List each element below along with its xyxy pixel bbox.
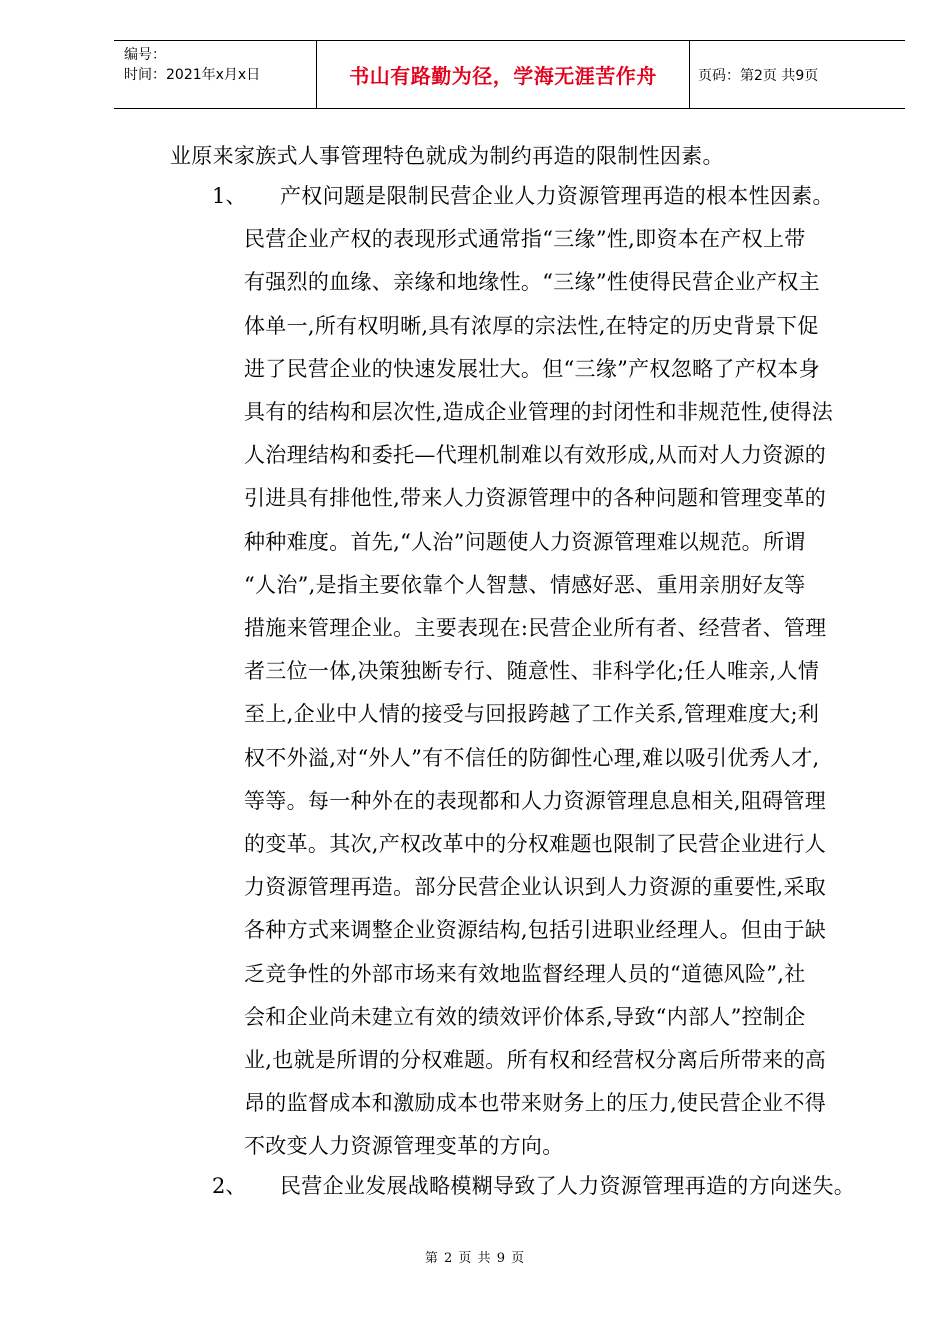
- paragraph-line: 昂的监督成本和激励成本也带来财务上的压力,使民营企业不得: [244, 1091, 827, 1115]
- paragraph-line: 的变革。其次,产权改革中的分权难题也限制了民营企业进行人: [244, 832, 827, 856]
- paragraph-line: 种种难度。首先,“人治”问题使人力资源管理难以规范。所谓: [244, 530, 806, 554]
- paragraph-line-intro: 业原来家族式人事管理特色就成为制约再造的限制性因素。: [170, 144, 724, 168]
- header-motto: 书山有路勤为径，学海无涯苦作舟: [316, 41, 690, 108]
- paragraph-line: 者三位一体,决策独断专行、随意性、非科学化;任人唯亲,人情: [244, 659, 820, 683]
- paragraph-line: 权不外溢,对“外人”有不信任的防御性心理,难以吸引优秀人才,: [244, 746, 820, 770]
- paragraph-line: 各种方式来调整企业资源结构,包括引进职业经理人。但由于缺: [244, 918, 827, 942]
- item2-number: 2、: [212, 1174, 247, 1198]
- paragraph-line: 体单一,所有权明晰,具有浓厚的宗法性,在特定的历史背景下促: [244, 314, 819, 338]
- paragraph-line: 引进具有排他性,带来人力资源管理中的各种问题和管理变革的: [244, 486, 827, 510]
- paragraph-line: 民营企业产权的表现形式通常指“三缘”性,即资本在产权上带: [244, 227, 806, 251]
- paragraph-line: 人治理结构和委托—代理机制难以有效形成,从而对人力资源的: [244, 443, 827, 467]
- paragraph-line: 至上,企业中人情的接受与回报跨越了工作关系,管理难度大;利: [244, 702, 820, 726]
- paragraph-line: 措施来管理企业。主要表现在:民营企业所有者、经营者、管理: [244, 616, 827, 640]
- paragraph-line: 等等。每一种外在的表现都和人力资源管理息息相关,阻碍管理: [244, 789, 827, 813]
- paragraph-line: 业,也就是所谓的分权难题。所有权和经营权分离后所带来的高: [244, 1048, 827, 1072]
- header-time-label: 时间：2021年x月x日: [124, 67, 261, 83]
- paragraph-line: 进了民营企业的快速发展壮大。但“三缘”产权忽略了产权本身: [244, 357, 820, 381]
- header-page-info: 页码：第2页 共9页: [698, 67, 819, 84]
- paragraph-line: 具有的结构和层次性,造成企业管理的封闭性和非规范性,使得法: [244, 400, 834, 424]
- header-code-label: 编号：: [124, 47, 166, 63]
- item1-number: 1、: [212, 184, 247, 208]
- paragraph-line: 乏竞争性的外部市场来有效地监督经理人员的“道德风险”,社: [244, 962, 806, 986]
- paragraph-line: 不改变人力资源管理变革的方向。: [244, 1134, 564, 1158]
- header-meta: [114, 41, 316, 108]
- page-header: [114, 40, 905, 109]
- paragraph-line: 产权问题是限制民营企业人力资源管理再造的根本性因素。: [280, 184, 834, 208]
- paragraph-line: “人治”,是指主要依靠个人智慧、情感好恶、重用亲朋好友等: [244, 573, 806, 597]
- paragraph-line: 力资源管理再造。部分民营企业认识到人力资源的重要性,采取: [244, 875, 827, 899]
- paragraph-line: 有强烈的血缘、亲缘和地缘性。“三缘”性使得民营企业产权主: [244, 270, 820, 294]
- item2-text: 民营企业发展战略模糊导致了人力资源管理再造的方向迷失。: [280, 1174, 856, 1198]
- page-footer: 第 2 页 共 9 页: [424, 1251, 526, 1266]
- paragraph-line: 会和企业尚未建立有效的绩效评价体系,导致“内部人”控制企: [244, 1005, 806, 1029]
